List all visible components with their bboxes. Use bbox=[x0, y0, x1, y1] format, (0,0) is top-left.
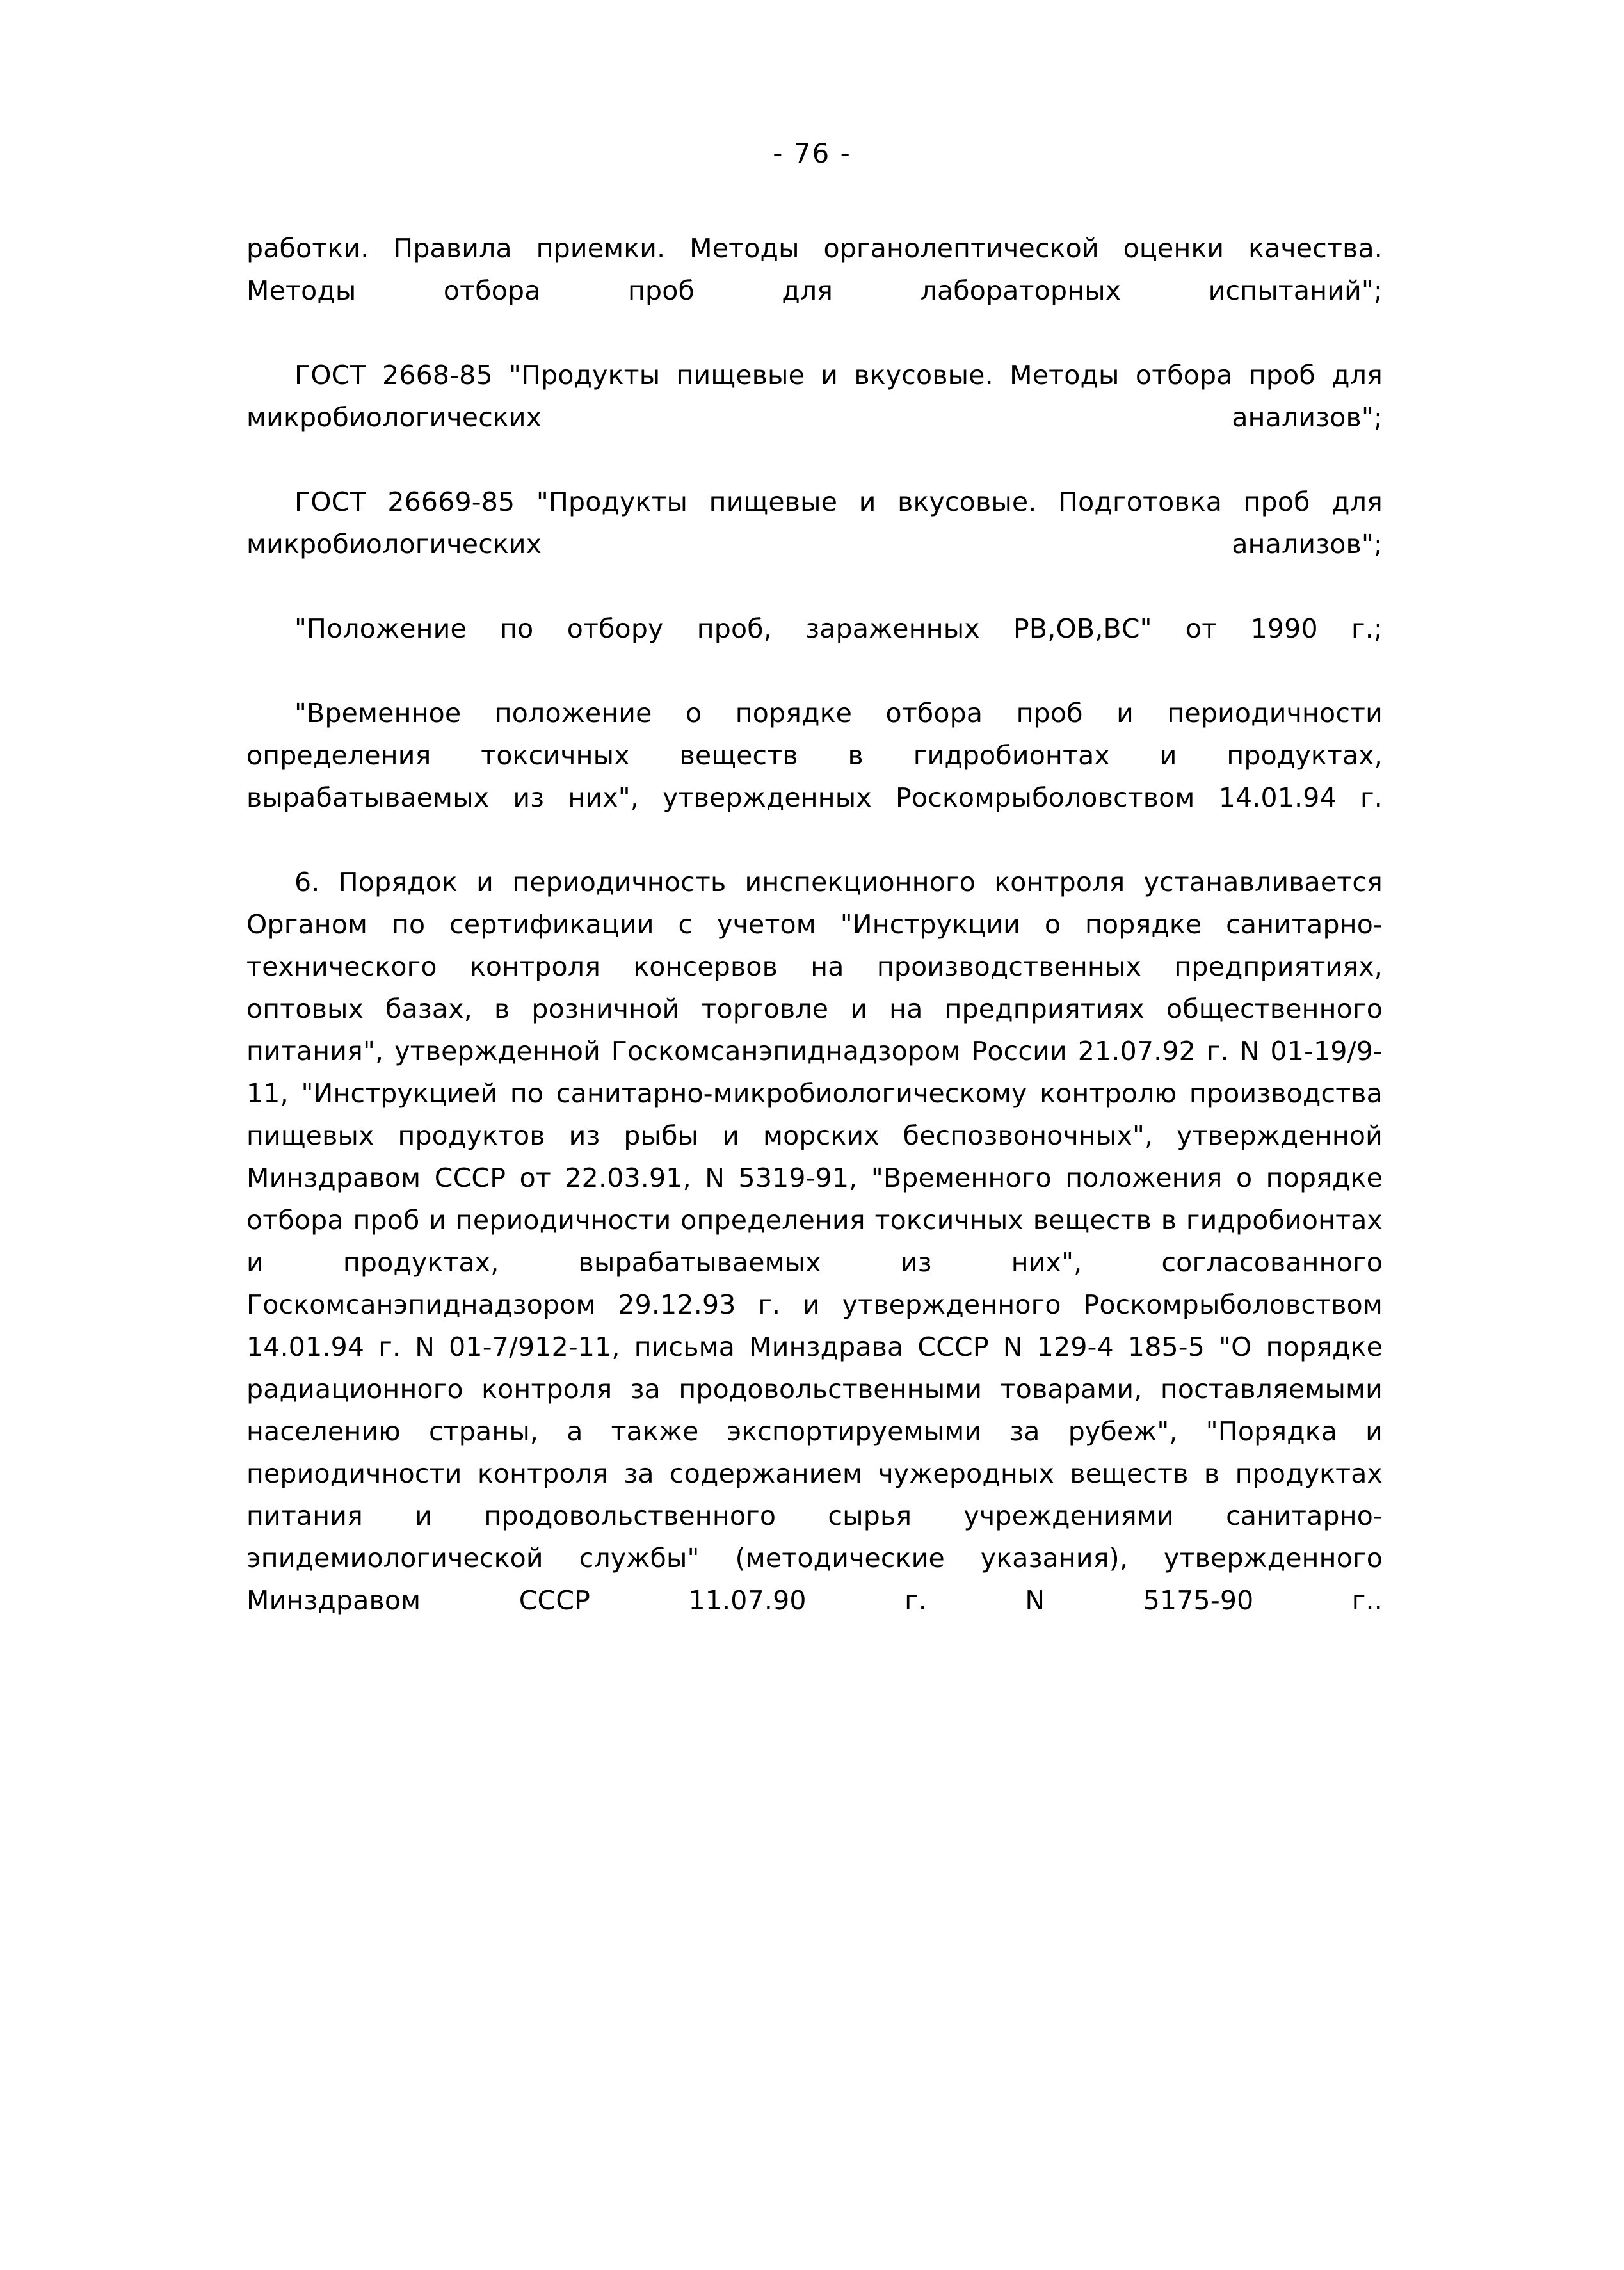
paragraph: ГОСТ 26669-85 "Продукты пищевые и вкусовые. Подготовка проб для микробиологических анализов"; bbox=[246, 487, 1383, 559]
document-body bbox=[246, 227, 1383, 1664]
paragraph: ГОСТ 2668-85 "Продукты пищевые и вкусовые. Методы отбора проб для микробиологических анализов"; bbox=[246, 360, 1383, 433]
paragraph: работки. Правила приемки. Методы органолептической оценки качества. Методы отбора проб для лабораторных испытаний"; bbox=[246, 233, 1383, 306]
paragraph: "Положение по отбору проб, зараженных РВ,ОВ,ВС" от 1990 г.; bbox=[294, 613, 1383, 644]
page-number: - 76 - bbox=[773, 138, 851, 169]
paragraph: "Временное положение о порядке отбора проб и периодичности определения токсичных веществ в гидробионтах и продуктах, вырабатываемых из них", утвержденных Роскомрыболовством 14.01.94 г. bbox=[246, 698, 1383, 813]
paragraph: 6. Порядок и периодичность инспекционного контроля устанавливается Органом по сертификации с учетом "Инструкции о порядке санитарно-технического контроля консервов на производственных предприятиях, оптовых базах, в розничной торговле и на предприятиях общественного питания", утвержденной Госкомсанэпиднадзором России 21.07.92 г. N 01-19/9-11, "Инструкцией по санитарно-микробиологическому контролю производства пищевых продуктов из рыбы и морских беспозвоночных", утвержденной Минздравом СССР от 22.03.91, N 5319-91, "Временного положения о порядке отбора проб и периодичности определения токсичных веществ в гидробионтах и продуктах, вырабатываемых из них", согласованного Госкомсанэпиднадзором 29.12.93 г. и утвержденного Роскомрыболовством 14.01.94 г. N 01-7/912-11, письма Минздрава СССР N 129-4 185-5 "О порядке радиационного контроля за продовольственными товарами, поставляемыми населению страны, а также экспортируемыми за рубеж", "Порядка и периодичности контроля за содержанием чужеродных веществ в продуктах питания и продовольственного сырья учреждениями санитарно-эпидемиологической службы" (методические указания), утвержденного Минздравом СССР 11.07.90 г. N 5175-90 г.. bbox=[246, 867, 1383, 1616]
